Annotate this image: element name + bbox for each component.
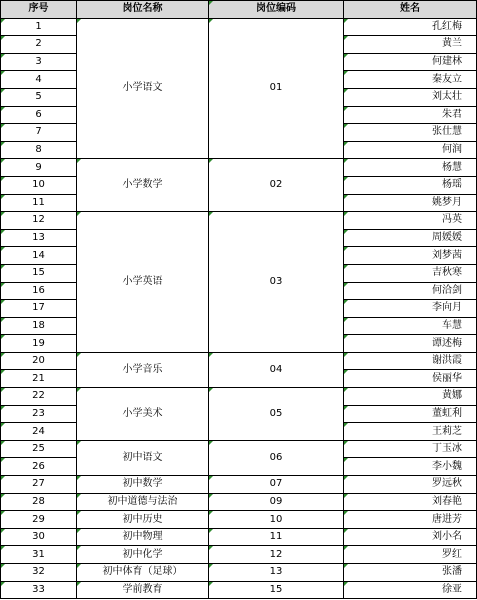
position-code-cell[interactable]: 13 [209,564,344,582]
seq-cell[interactable]: 7 [1,124,77,142]
position-cell[interactable]: 初中道德与法治 [77,493,209,511]
name-cell[interactable]: 秦友立 [344,71,477,89]
seq-cell[interactable]: 11 [1,194,77,212]
position-code-cell[interactable]: 01 [209,18,344,159]
name-cell[interactable]: 黄兰 [344,36,477,54]
name-cell[interactable]: 周媛媛 [344,229,477,247]
seq-cell[interactable]: 14 [1,247,77,265]
seq-cell[interactable]: 8 [1,141,77,159]
name-cell[interactable]: 黄娜 [344,388,477,406]
name-cell[interactable]: 冯英 [344,212,477,230]
position-cell[interactable]: 初中历史 [77,511,209,529]
seq-cell[interactable]: 12 [1,212,77,230]
name-cell[interactable]: 王莉芝 [344,423,477,441]
seq-cell[interactable]: 13 [1,229,77,247]
seq-cell[interactable]: 6 [1,106,77,124]
position-code-cell[interactable]: 15 [209,581,344,599]
name-cell[interactable]: 董虹利 [344,405,477,423]
position-cell[interactable]: 小学数学 [77,159,209,212]
table-row [1,564,477,582]
seq-cell[interactable]: 20 [1,352,77,370]
name-cell[interactable]: 刘太壮 [344,88,477,106]
header-code[interactable]: 岗位编码 [209,1,344,19]
position-code-cell[interactable]: 09 [209,493,344,511]
seq-cell[interactable]: 17 [1,300,77,318]
position-cell[interactable]: 学前教育 [77,581,209,599]
name-cell[interactable]: 朱君 [344,106,477,124]
name-cell[interactable]: 谢洪霞 [344,352,477,370]
position-cell[interactable]: 小学音乐 [77,352,209,387]
seq-cell[interactable]: 19 [1,335,77,353]
position-code-cell[interactable]: 07 [209,476,344,494]
position-code-cell[interactable]: 05 [209,388,344,441]
position-code-cell[interactable]: 06 [209,440,344,475]
table-row [1,581,477,599]
position-code-cell[interactable]: 10 [209,511,344,529]
name-cell[interactable]: 谭述梅 [344,335,477,353]
table-row [1,440,477,458]
name-cell[interactable]: 吉秋寒 [344,264,477,282]
table-row [1,352,477,370]
name-cell[interactable]: 车慧 [344,317,477,335]
name-cell[interactable]: 李小魏 [344,458,477,476]
seq-cell[interactable]: 24 [1,423,77,441]
name-cell[interactable]: 李向月 [344,300,477,318]
seq-cell[interactable]: 29 [1,511,77,529]
name-cell[interactable]: 何润 [344,141,477,159]
seq-cell[interactable]: 9 [1,159,77,177]
table-row [1,159,477,177]
seq-cell[interactable]: 31 [1,546,77,564]
name-cell[interactable]: 罗红 [344,546,477,564]
table-body [1,18,477,599]
position-code-cell[interactable]: 12 [209,546,344,564]
table-row [1,546,477,564]
seq-cell[interactable]: 27 [1,476,77,494]
position-code-cell[interactable]: 11 [209,528,344,546]
seq-cell[interactable]: 32 [1,564,77,582]
seq-cell[interactable]: 3 [1,53,77,71]
seq-cell[interactable]: 18 [1,317,77,335]
name-cell[interactable]: 杨瑶 [344,176,477,194]
name-cell[interactable]: 姚梦月 [344,194,477,212]
position-cell[interactable]: 初中语文 [77,440,209,475]
table-row [1,511,477,529]
header-seq[interactable]: 序号 [1,1,77,19]
table-row [1,528,477,546]
name-cell[interactable]: 丁玉冰 [344,440,477,458]
table-row [1,476,477,494]
name-cell[interactable]: 张潘 [344,564,477,582]
table-row [1,212,477,230]
seq-cell[interactable]: 23 [1,405,77,423]
name-cell[interactable]: 徐亚 [344,581,477,599]
seq-cell[interactable]: 15 [1,264,77,282]
name-cell[interactable]: 侯丽华 [344,370,477,388]
seq-cell[interactable]: 30 [1,528,77,546]
position-cell[interactable]: 初中体育（足球） [77,564,209,582]
table-row [1,388,477,406]
header-name[interactable]: 姓名 [344,1,477,19]
position-cell[interactable]: 初中化学 [77,546,209,564]
name-cell[interactable]: 张仕慧 [344,124,477,142]
position-code-cell[interactable]: 02 [209,159,344,212]
header-position[interactable]: 岗位名称 [77,1,209,19]
seq-cell[interactable]: 26 [1,458,77,476]
seq-cell[interactable]: 22 [1,388,77,406]
seq-cell[interactable]: 33 [1,581,77,599]
seq-cell[interactable]: 5 [1,88,77,106]
position-code-cell[interactable]: 03 [209,212,344,353]
position-cell[interactable]: 小学美术 [77,388,209,441]
name-cell[interactable]: 何建林 [344,53,477,71]
header-row [1,1,477,19]
seq-cell[interactable]: 10 [1,176,77,194]
name-cell[interactable]: 刘梦茜 [344,247,477,265]
seq-cell[interactable]: 25 [1,440,77,458]
name-cell[interactable]: 杨慧 [344,159,477,177]
seq-cell[interactable]: 16 [1,282,77,300]
position-code-cell[interactable]: 04 [209,352,344,387]
seq-cell[interactable]: 1 [1,18,77,36]
seq-cell[interactable]: 28 [1,493,77,511]
position-cell[interactable]: 小学英语 [77,212,209,353]
position-cell[interactable]: 小学语文 [77,18,209,159]
seq-cell[interactable]: 2 [1,36,77,54]
name-cell[interactable]: 刘小名 [344,528,477,546]
position-cell[interactable]: 初中数学 [77,476,209,494]
name-cell[interactable]: 罗远秋 [344,476,477,494]
name-cell[interactable]: 刘春艳 [344,493,477,511]
position-cell[interactable]: 初中物理 [77,528,209,546]
seq-cell[interactable]: 21 [1,370,77,388]
seq-cell[interactable]: 4 [1,71,77,89]
name-cell[interactable]: 孔红梅 [344,18,477,36]
name-cell[interactable]: 唐进芳 [344,511,477,529]
table-row [1,493,477,511]
table-row [1,18,477,36]
name-cell[interactable]: 何洽剑 [344,282,477,300]
